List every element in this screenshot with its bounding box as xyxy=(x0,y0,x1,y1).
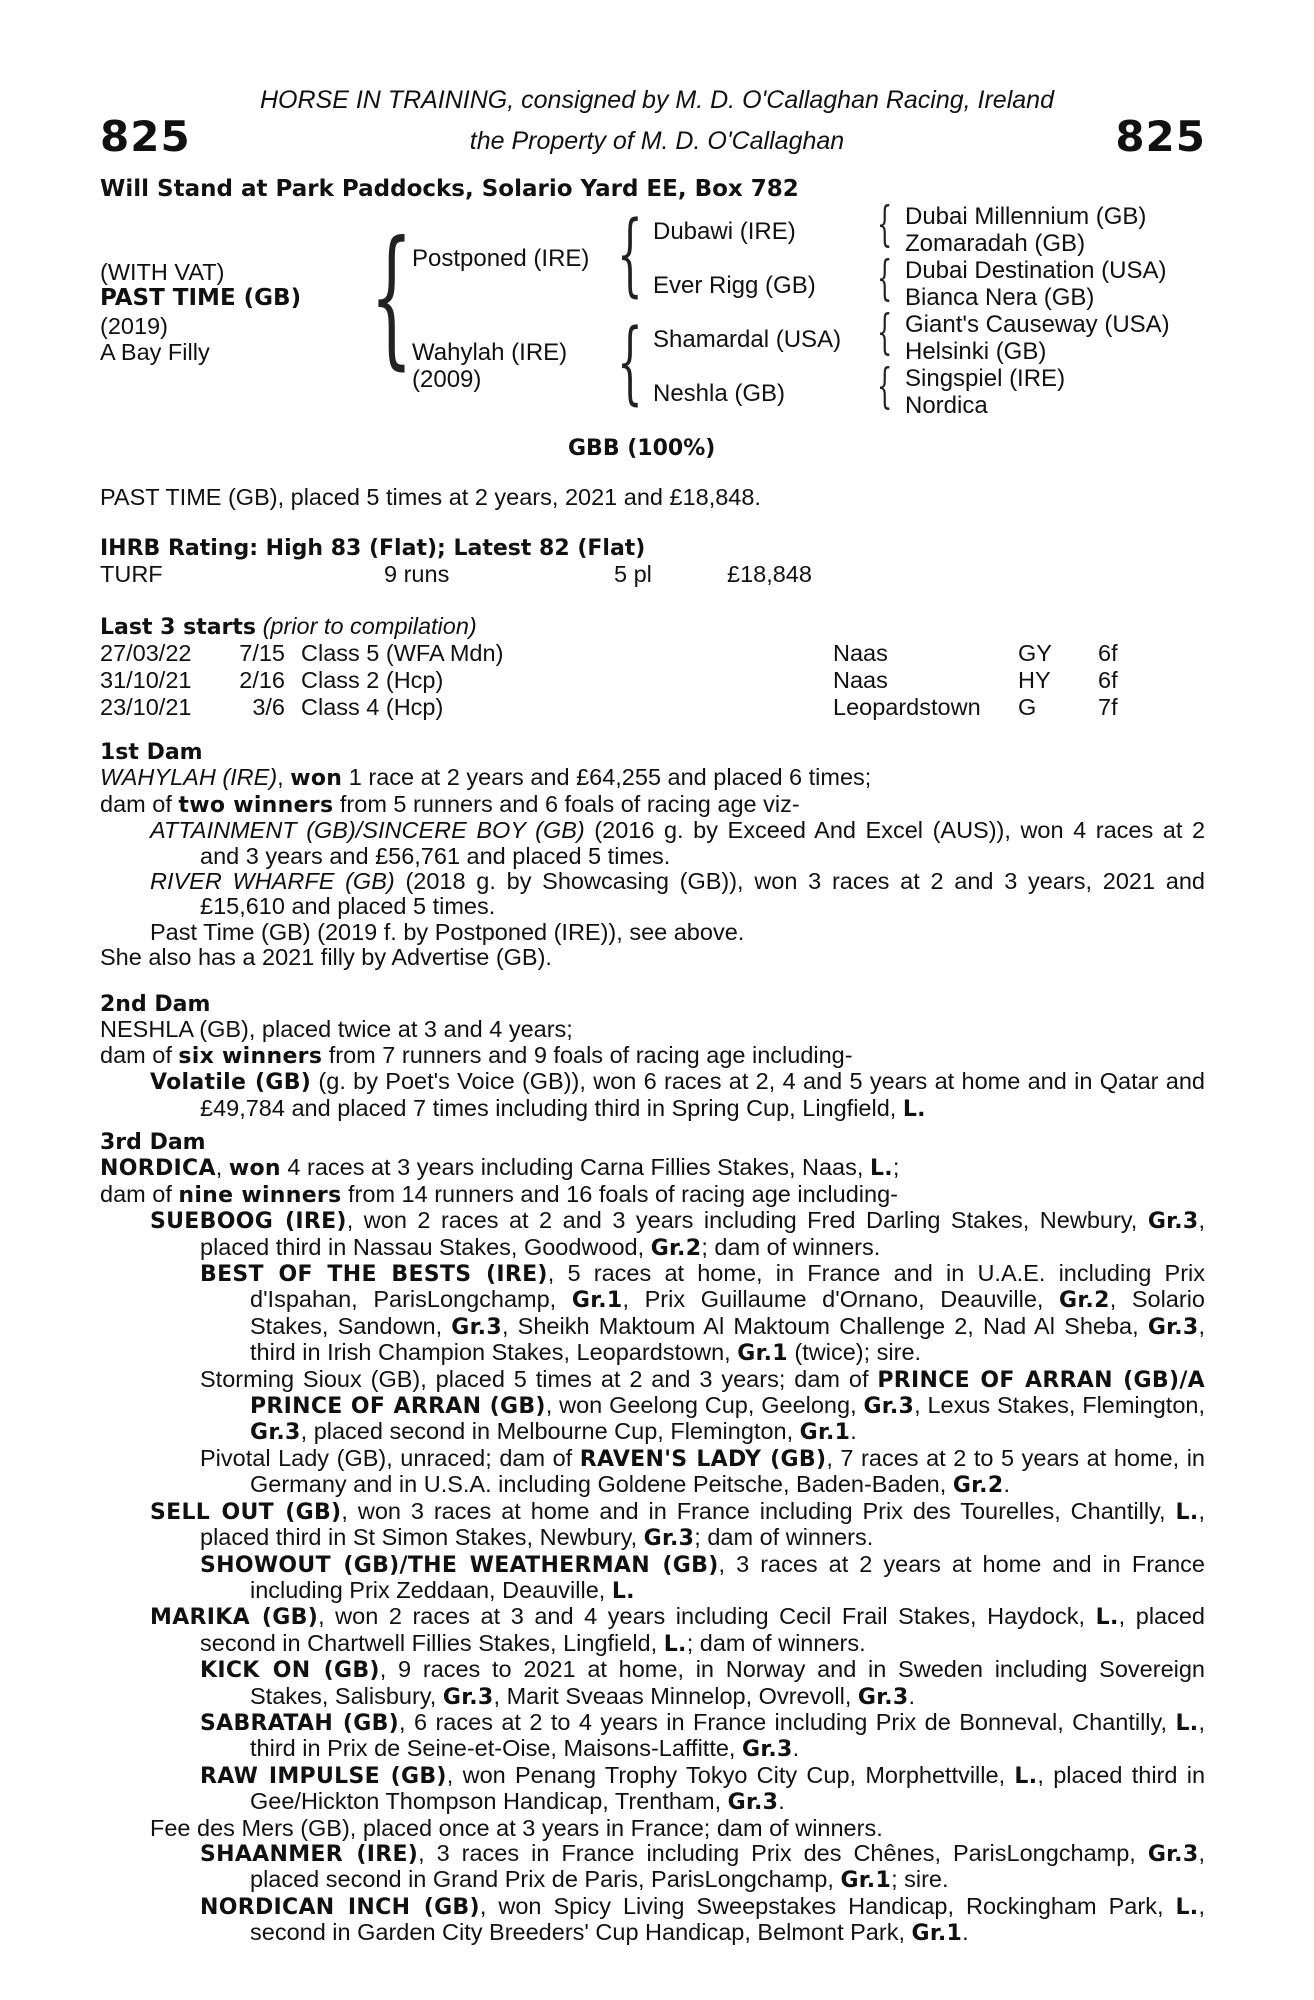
pedigree-dam: Wahylah (IRE) xyxy=(412,339,568,366)
start-class: Class 2 (Hcp) xyxy=(301,667,444,693)
first-dam-offspring-2: RIVER WHARFE (GB) (2018 g. by Showcasing (GB)), won 3 races at 2 and 3 years, 2021 and £15,610 and placed 5 times. xyxy=(150,868,1205,920)
pedigree-dam-dam: Neshla (GB) xyxy=(653,380,786,407)
pedigree-g7: Singspiel (IRE) xyxy=(905,365,1066,392)
start-date: 27/03/22 xyxy=(100,640,192,666)
start-going: HY xyxy=(1018,667,1051,693)
pedigree-sire-dam: Ever Rigg (GB) xyxy=(653,272,816,299)
pedigree-g4: Bianca Nera (GB) xyxy=(905,284,1095,311)
lot-number-left: 825 xyxy=(100,112,191,161)
pedigree-sire-sire: Dubawi (IRE) xyxy=(653,218,796,245)
third-dam-produce: dam of nine winners from 14 runners and 16 foals of racing age including- xyxy=(100,1180,898,1208)
entry-marika: MARIKA (GB), won 2 races at 3 and 4 years including Cecil Frail Stakes, Haydock, L., placed second in Chartwell Fillies Stakes, Lingfield, L.; dam of winners. xyxy=(150,1603,1206,1657)
entry-shaanmer: SHAANMER (IRE), 3 races in France including Prix des Chênes, ParisLongchamp, Gr.3, placed second in Grand Prix de Paris, ParisLongchamp, Gr.1; sire. xyxy=(200,1839,1205,1894)
gbb-rating: GBB (100%) xyxy=(568,436,716,461)
entry-fee-des-mers: Fee des Mers (GB), placed once at 3 years in France; dam of winners. xyxy=(150,1814,883,1841)
pedigree-brace-main: { xyxy=(370,210,413,384)
pedigree-brace-sire: { xyxy=(617,202,643,307)
start-row xyxy=(100,640,1158,667)
horse-year: (2019) xyxy=(100,313,168,339)
start-class: Class 5 (WFA Mdn) xyxy=(301,640,504,666)
racing-summary: PAST TIME (GB), placed 5 times at 2 years, 2021 and £18,848. xyxy=(100,484,761,510)
first-dam-title: 1st Dam xyxy=(100,740,203,765)
first-dam-foal-note: She also has a 2021 filly by Advertise (GB). xyxy=(100,944,552,971)
entry-storming-sioux: Storming Sioux (GB), placed 5 times at 2 and 3 years; dam of PRINCE OF ARRAN (GB)/A PRINCE OF ARRAN (GB), won Geelong Cup, Geelong, Gr.3, Lexus Stakes, Flemington, Gr.3, placed second in Melbourne Cup, Flemington, Gr.1. xyxy=(200,1365,1205,1446)
horse-name: PAST TIME (GB) xyxy=(100,285,302,311)
pedigree-brace-g4: { xyxy=(877,358,893,414)
last-starts-table xyxy=(100,640,1158,721)
pedigree-g8: Nordica xyxy=(905,392,988,419)
second-dam-record: NESHLA (GB), placed twice at 3 and 4 years; xyxy=(100,1016,573,1043)
pedigree-sire: Postponed (IRE) xyxy=(412,245,590,272)
third-dam-section xyxy=(100,1130,1205,1947)
consignor-line: HORSE IN TRAINING, consigned by M. D. O'Callaghan Racing, Ireland xyxy=(260,86,1054,114)
first-dam-offspring-1: ATTAINMENT (GB)/SINCERE BOY (GB) (2016 g. by Exceed And Excel (AUS)), won 4 races at 2 and 3 years and £56,761 and placed 5 times. xyxy=(150,817,1206,869)
pedigree-brace-dam: { xyxy=(617,310,643,415)
start-date: 23/10/21 xyxy=(100,694,192,720)
start-pos: 2/16 xyxy=(239,667,285,693)
entry-nordican-inch: NORDICAN INCH (GB), won Spicy Living Sweepstakes Handicap, Rockingham Park, L., second in Garden City Breeders' Cup Handicap, Belmont Park, Gr.1. xyxy=(200,1892,1205,1947)
horse-description: A Bay Filly xyxy=(100,339,210,365)
start-course: Leopardstown xyxy=(833,694,981,720)
start-course: Naas xyxy=(833,640,888,666)
start-pos: 3/6 xyxy=(252,694,285,720)
pedigree-brace-g3: { xyxy=(877,304,893,360)
entry-sabratah: SABRATAH (GB), 6 races at 2 to 4 years in France including Prix de Bonneval, Chantilly, L., third in Prix de Seine-et-Oise, Maisons-Laffitte, Gr.3. xyxy=(200,1708,1205,1763)
stand-location: Will Stand at Park Paddocks, Solario Yard EE, Box 782 xyxy=(100,176,799,202)
rating-runs: 9 runs xyxy=(384,561,450,587)
start-going: GY xyxy=(1018,640,1052,666)
second-dam-offspring-1: Volatile (GB) (g. by Poet's Voice (GB)), won 6 races at 2, 4 and 5 years at home and in Qatar and £49,784 and placed 7 times including third in Spring Cup, Lingfield, L. xyxy=(150,1068,1206,1122)
pedigree-brace-g1: { xyxy=(877,196,893,252)
pedigree-g6: Helsinki (GB) xyxy=(905,338,1047,365)
start-dist: 7f xyxy=(1098,694,1118,720)
pedigree-g1: Dubai Millennium (GB) xyxy=(905,203,1147,230)
first-dam-offspring-3: Past Time (GB) (2019 f. by Postponed (IRE)), see above. xyxy=(150,918,745,945)
pedigree-brace-g2: { xyxy=(877,250,893,306)
pedigree-g3: Dubai Destination (USA) xyxy=(905,257,1167,284)
pedigree-g2: Zomaradah (GB) xyxy=(905,230,1086,257)
ihrb-rating: IHRB Rating: High 83 (Flat); Latest 82 (Flat) xyxy=(100,536,646,561)
entry-sueboog: SUEBOOG (IRE), won 2 races at 2 and 3 years including Fred Darling Stakes, Newbury, Gr.3, placed third in Nassau Stakes, Goodwood, Gr.2; dam of winners. xyxy=(150,1207,1205,1261)
entry-showout: SHOWOUT (GB)/THE WEATHERMAN (GB), 3 races at 2 years at home and in France including Prix Zeddaan, Deauville, L. xyxy=(200,1550,1205,1604)
start-row xyxy=(100,694,1158,721)
start-row xyxy=(100,667,1158,694)
property-line: the Property of M. D. O'Callaghan xyxy=(469,127,845,155)
lot-number-right: 825 xyxy=(1115,112,1206,161)
last-starts-title: Last 3 starts xyxy=(100,615,257,640)
entry-sell-out: SELL OUT (GB), won 3 races at home and in France including Prix des Tourelles, Chantilly, L., placed third in St Simon Stakes, Newbury, Gr.3; dam of winners. xyxy=(150,1497,1206,1552)
start-pos: 7/15 xyxy=(239,640,285,666)
vat-note: (WITH VAT) xyxy=(100,259,225,285)
rating-placed: 5 pl xyxy=(614,561,652,587)
start-course: Naas xyxy=(833,667,888,693)
entry-best-of-the-bests: BEST OF THE BESTS (IRE), 5 races at home, in France and in U.A.E. including Prix d'Ispahan, ParisLongchamp, Gr.1, Prix Guillaume d'Ornano, Deauville, Gr.2, Solario Stakes, Sandown, Gr.3, Sheikh Maktoum Al Maktoum Challenge 2, Nad Al Sheba, Gr.3, third in Irish Champion Stakes, Leopardstown, Gr.1 (twice); sire. xyxy=(200,1260,1205,1367)
entry-pivotal-lady: Pivotal Lady (GB), unraced; dam of RAVEN'S LADY (GB), 7 races at 2 to 5 years at home, in Germany and in U.S.A. including Goldene Peitsche, Baden-Baden, Gr.2. xyxy=(200,1444,1205,1499)
third-dam-title: 3rd Dam xyxy=(100,1130,206,1155)
second-dam-title: 2nd Dam xyxy=(100,992,211,1017)
second-dam-section xyxy=(100,992,1205,1122)
last-starts-heading xyxy=(100,614,477,641)
third-dam-record: NORDICA, won 4 races at 3 years including Carna Fillies Stakes, Naas, L.; xyxy=(100,1154,900,1182)
first-dam-section xyxy=(100,740,1205,971)
start-going: G xyxy=(1018,694,1037,720)
first-dam-produce: dam of two winners from 5 runners and 6 foals of racing age viz- xyxy=(100,790,800,818)
entry-raw-impulse: RAW IMPULSE (GB), won Penang Trophy Tokyo City Cup, Morphettville, L., placed third in Gee/Hickton Thompson Handicap, Trentham, Gr.3. xyxy=(200,1761,1206,1816)
second-dam-produce: dam of six winners from 7 runners and 9 foals of racing age including- xyxy=(100,1041,853,1069)
start-dist: 6f xyxy=(1098,640,1118,666)
pedigree-dam-sire: Shamardal (USA) xyxy=(653,326,842,353)
pedigree-dam-year: (2009) xyxy=(412,366,482,393)
start-class: Class 4 (Hcp) xyxy=(301,694,444,720)
first-dam-record: WAHYLAH (IRE), won 1 race at 2 years and £64,255 and placed 6 times; xyxy=(100,764,872,792)
pedigree-g5: Giant's Causeway (USA) xyxy=(905,311,1170,338)
rating-surface: TURF xyxy=(100,561,163,587)
rating-earnings: £18,848 xyxy=(727,561,812,587)
last-starts-note: (prior to compilation) xyxy=(262,613,477,639)
entry-kick-on: KICK ON (GB), 9 races to 2021 at home, in Norway and in Sweden including Sovereign Stakes, Salisbury, Gr.3, Marit Sveaas Minnelop, Ovrevoll, Gr.3. xyxy=(200,1656,1205,1710)
start-dist: 6f xyxy=(1098,667,1118,693)
start-date: 31/10/21 xyxy=(100,667,192,693)
